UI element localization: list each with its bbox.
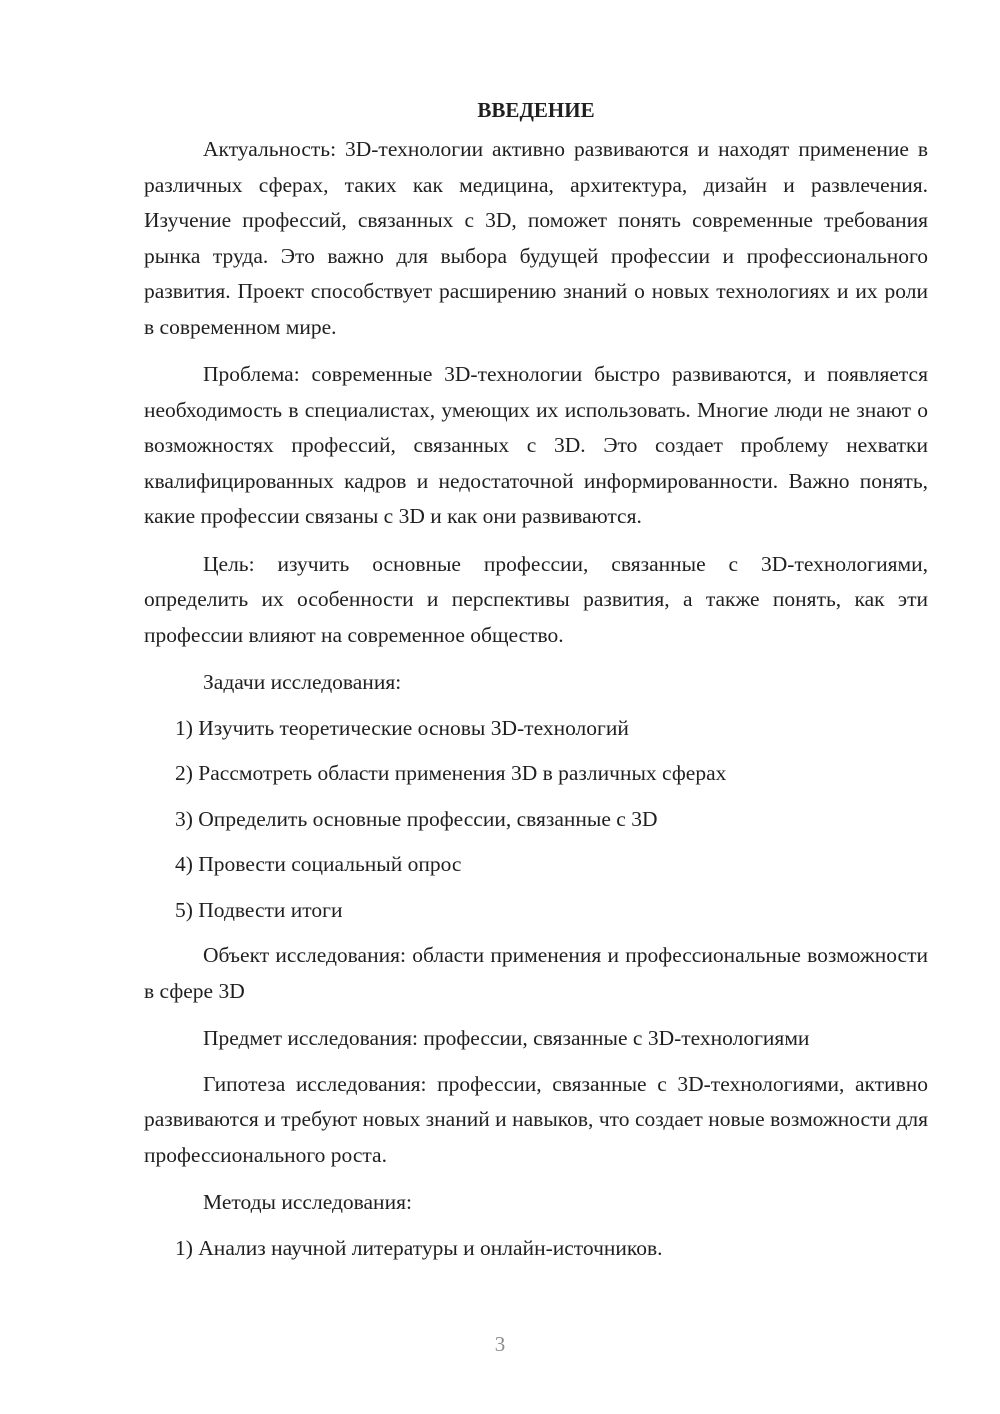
page-number: 3 [494, 1332, 506, 1356]
relevance-paragraph: Актуальность: 3D-технологии активно развиваются и находят применение в различных сферах, таких как медицина, архитектура, дизайн и развлечения. Изучение профессий, связанных с 3D, поможет понять современные требования рынка труда. Это важно для выбора будущей профессии и профессионального развития. Проект способствует расширению знаний о новых технологиях и их роли в современном мире. [144, 137, 928, 339]
hypothesis-paragraph: Гипотеза исследования: профессии, связанные с 3D-технологиями, активно развиваются и требуют новых знаний и навыков, что создает новые возможности для профессионального роста. [144, 1071, 928, 1167]
list-item: 4) Провести социальный опрос [175, 852, 462, 876]
methods-list [144, 1231, 928, 1267]
list-item: 3) Определить основные профессии, связанные с 3D [175, 806, 658, 831]
methods-heading: Методы исследования: [203, 1190, 412, 1214]
list-item: 5) Подвести итоги [175, 897, 343, 922]
tasks-heading: Задачи исследования: [203, 670, 402, 694]
subject-paragraph: Предмет исследования: профессии, связанные с 3D-технологиями [203, 1026, 810, 1050]
tasks-list [144, 711, 928, 929]
problem-paragraph: Проблема: современные 3D-технологии быстро развиваются, и появляется необходимость в специалистах, умеющих их использовать. Многие люди не знают о возможностях профессий, связанных с 3D. Это создает проблему нехватки квалифицированных кадров и недостаточной информированности. Важно понять, какие профессии связаны с 3D и как они развиваются. [144, 362, 928, 528]
goal-paragraph: Цель: изучить основные профессии, связанные с 3D-технологиями, определить их особенности и перспективы развития, а также понять, как эти профессии влияют на современное общество. [144, 551, 928, 647]
list-item: 2) Рассмотреть области применения 3D в различных сферах [175, 761, 727, 785]
list-item: 1) Изучить теоретические основы 3D-технологий [175, 715, 629, 740]
section-title: ВВЕДЕНИЕ [477, 98, 595, 122]
list-item: 1) Анализ научной литературы и онлайн-источников. [175, 1235, 663, 1260]
object-paragraph: Объект исследования: области применения и профессиональные возможности в сфере 3D [144, 943, 928, 1003]
document-page [144, 92, 928, 1276]
